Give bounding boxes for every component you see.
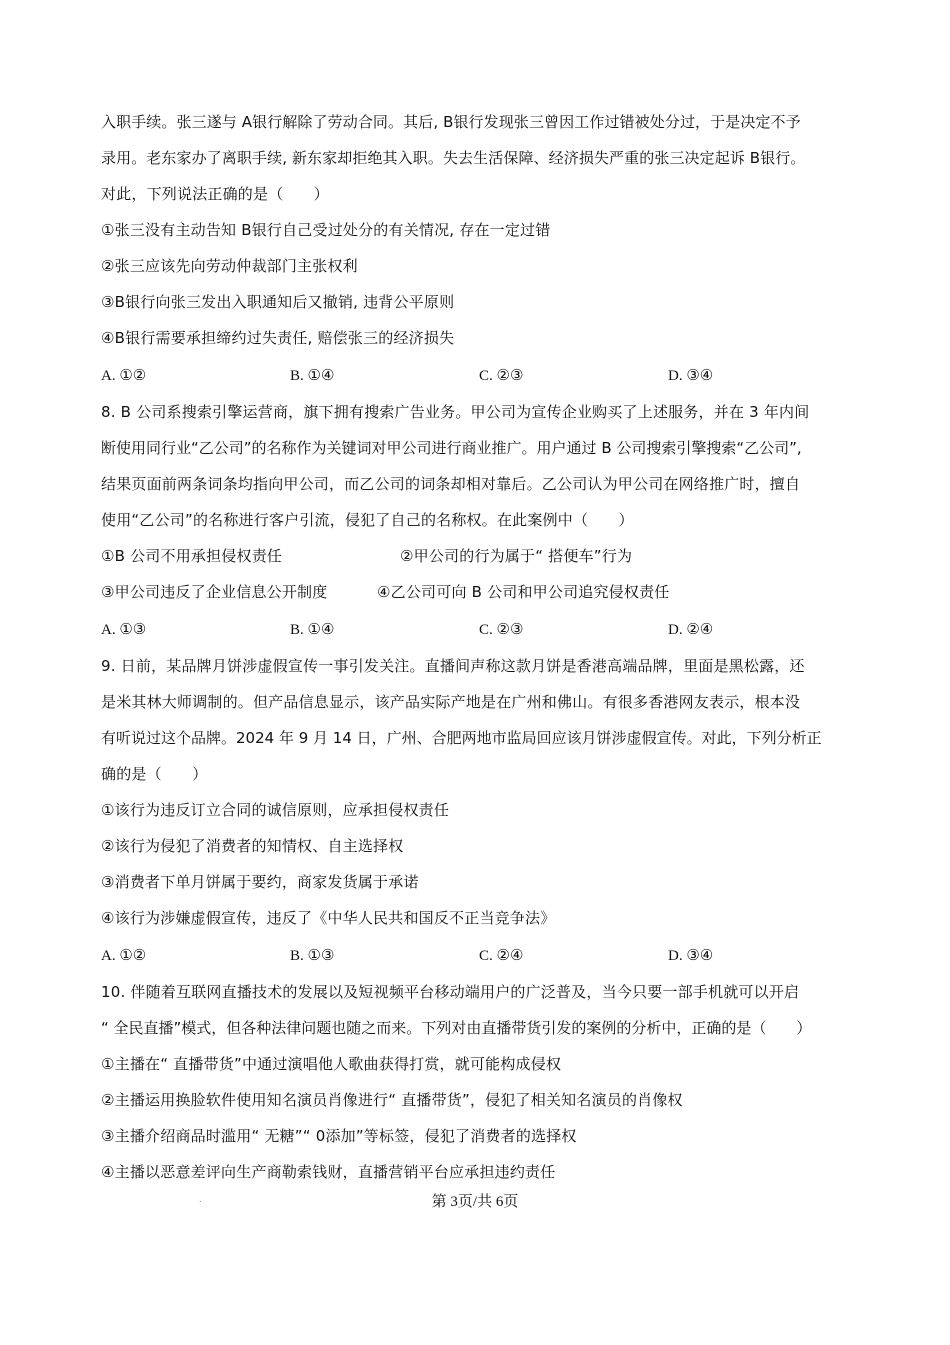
q8-line-1: 8. B 公司系搜索引擎运营商，旗下拥有搜索广告业务。甲公司为宣传企业购买了上述服务，并在 3 年内间 (101, 403, 810, 421)
q7-statement-2: ②张三应该先向劳动仲裁部门主张权利 (101, 257, 358, 275)
q9-statement-4: ④该行为涉嫌虚假宣传，违反了《中华人民共和国反不正当竞争法》 (101, 909, 556, 927)
q8-statement-4: ④乙公司可向 B 公司和甲公司追究侵权责任 (377, 583, 670, 601)
q8-option-a: A. ①③ (101, 622, 147, 638)
q7-statement-3: ③B银行向张三发出入职通知后又撤销, 违背公平原则 (101, 293, 455, 311)
q7-option-a: A. ①② (101, 368, 147, 384)
q8-statement-2: ②甲公司的行为属于“ 搭便车”行为 (400, 547, 633, 565)
q8-statement-1: ①B 公司不用承担侵权责任 (101, 547, 283, 565)
q8-line-4: 使用“乙公司”的名称进行客户引流，侵犯了自己的名称权。在此案例中（ ） (101, 511, 634, 529)
q10-statement-4: ④主播以恶意差评向生产商勒索钱财，直播营销平台应承担违约责任 (101, 1163, 556, 1181)
q9-option-a: A. ①② (101, 948, 147, 964)
q9-statement-1: ①该行为违反订立合同的诚信原则，应承担侵权责任 (101, 801, 450, 819)
q7-line-1: 入职手续。张三遂与 A银行解除了劳动合同。其后, B银行发现张三曾因工作过错被处分过，于是决定不予 (101, 113, 801, 131)
q8-option-b: B. ①④ (290, 622, 335, 638)
q8-option-d: D. ②④ (668, 622, 714, 638)
footer-dot: . (199, 1195, 202, 1204)
q8-line-2: 断使用同行业“乙公司”的名称作为关键词对甲公司进行商业推广。用户通过 B 公司搜索引擎搜索“乙公司”, (101, 439, 802, 457)
q8-option-c: C. ②③ (479, 622, 524, 638)
q9-line-4: 确的是（ ） (101, 765, 208, 783)
q10-statement-3: ③主播介绍商品时滥用“ 无糖”“ 0添加”等标签，侵犯了消费者的选择权 (101, 1127, 577, 1145)
q7-line-3: 对此，下列说法正确的是（ ） (101, 185, 330, 203)
q7-line-2: 录用。老东家办了离职手续, 新东家却拒绝其入职。失去生活保障、经济损失严重的张三决定起诉 B银行。 (101, 149, 806, 167)
q9-line-2: 是米其林大师调制的。但产品信息显示，该产品实际产地是在广州和佛山。有很多香港网友表示，根本没 (101, 693, 801, 711)
q9-option-d: D. ③④ (668, 948, 714, 964)
q9-line-3: 有听说过这个品牌。2024 年 9 月 14 日，广州、合肥两地市监局回应该月饼涉虚假宣传。对此，下列分析正 (101, 729, 822, 747)
q10-statement-2: ②主播运用换脸软件使用知名演员肖像进行“ 直播带货”，侵犯了相关知名演员的肖像权 (101, 1091, 683, 1109)
q10-line-2: “ 全民直播”模式，但各种法律问题也随之而来。下列对由直播带货引发的案例的分析中，正确的是（ ） (101, 1019, 812, 1037)
q8-statement-3: ③甲公司违反了企业信息公开制度 (101, 583, 328, 601)
q9-line-1: 9. 日前，某品牌月饼涉虚假宣传一事引发关注。直播间声称这款月饼是香港高端品牌，里面是黑松露，还 (101, 657, 805, 675)
q9-option-b: B. ①③ (290, 948, 335, 964)
q7-statement-1: ①张三没有主动告知 B银行自己受过处分的有关情况, 存在一定过错 (101, 221, 551, 239)
q7-statement-4: ④B银行需要承担缔约过失责任, 赔偿张三的经济损失 (101, 329, 455, 347)
q9-statement-2: ②该行为侵犯了消费者的知情权、自主选择权 (101, 837, 404, 855)
q9-option-c: C. ②④ (479, 948, 524, 964)
q9-statement-3: ③消费者下单月饼属于要约，商家发货属于承诺 (101, 873, 419, 891)
q7-option-d: D. ③④ (668, 368, 714, 384)
q7-option-c: C. ②③ (479, 368, 524, 384)
q10-line-1: 10. 伴随着互联网直播技术的发展以及短视频平台移动端用户的广泛普及，当今只要一部手机就可以开启 (101, 983, 800, 1001)
q8-line-3: 结果页面前两条词条均指向甲公司，而乙公司的词条却相对靠后。乙公司认为甲公司在网络推广时，擅自 (101, 475, 801, 493)
page-number: 第 3页/共 6页 (431, 1194, 519, 1210)
q7-option-b: B. ①④ (290, 368, 335, 384)
q10-statement-1: ①主播在“ 直播带货”中通过演唱他人歌曲获得打赏，就可能构成侵权 (101, 1055, 562, 1073)
